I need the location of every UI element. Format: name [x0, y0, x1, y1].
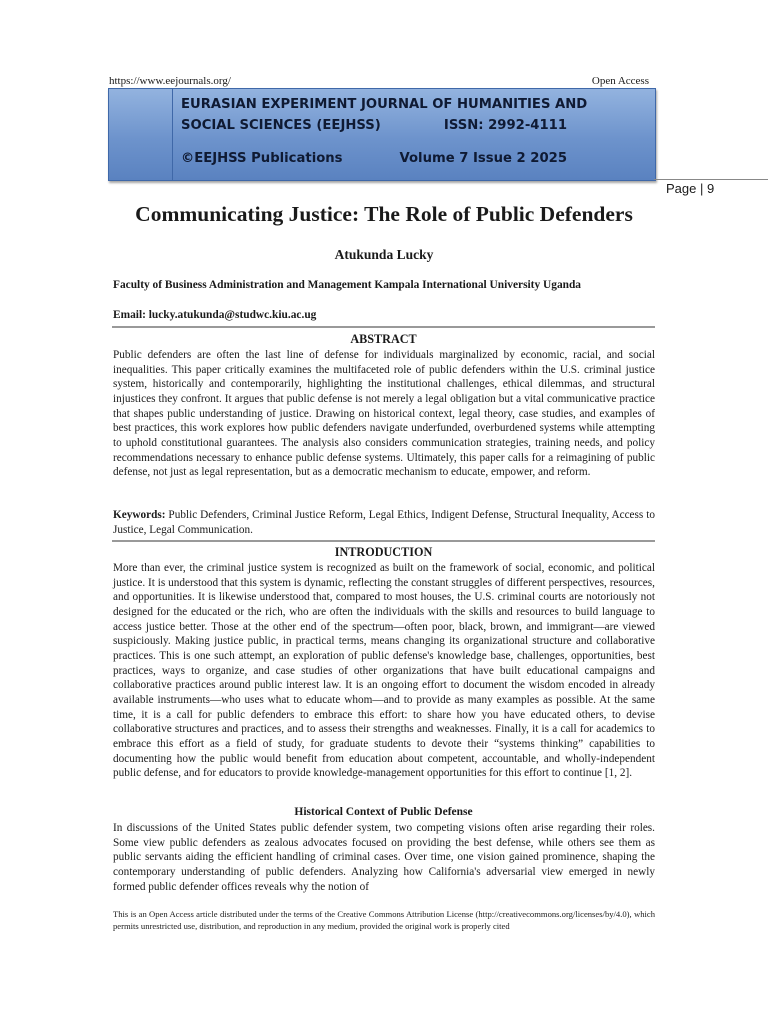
introduction-text: More than ever, the criminal justice system is recognized as built on the framework of social, economic, and political justice. It is understood that this system is dynamic, reflecting the constant struggles of different perspectives, resources, and opportunities. It is likewise understood that, compared to most houses, the U.S. criminal courts are notoriously not designed for the educated or the rich, who are often the individuals with the skills and resources to build language to access justice better. Those at the other end of the spectrum—often poor, black, brown, and immigrant—are viewed suspiciously. Making justice public, in practical terms, means changing its organizational structure and collaborative practices. This is one such attempt, an exploration of public defense's knowledge base, challenges, opportunities, best practices, ways to organize, and case studies of other organizations that have built educational campaigns and collaborative practices around public interest law. It is an ongoing effort to document the wisdom encoded in already available instruments—who uses what to educate whom—and to provide as many examples as possible. At the same time, it is a call for public defenders to embrace this effort: to share how you have educated others, to devise collaborative structures and practices, and to assess their strengths and weaknesses. Finally, it is a call for academics to embrace this effort as a field of study, for graduate students to devote their “systems thinking” capabilities to documenting how the public would benefit from education about competent, accountable, and wholly-independent public defense, and for educators to provide knowledge-management opportunities for this effort to continue [1, 2]. — [113, 562, 655, 780]
historical-context-heading: Historical Context of Public Defense — [294, 806, 473, 818]
author-affiliation: Faculty of Business Administration and Management Kampala International University Uganda — [113, 279, 581, 291]
article-title: Communicating Justice: The Role of Public Defenders — [135, 202, 633, 226]
journal-url[interactable]: https://www.eejournals.org/ — [109, 75, 231, 87]
banner-text — [181, 94, 641, 169]
volume-issue: Volume 7 Issue 2 2025 — [399, 151, 567, 166]
journal-banner — [108, 88, 656, 181]
intro-top-rule — [112, 540, 655, 542]
abstract-heading: ABSTRACT — [350, 332, 417, 346]
open-access-label: Open Access — [591, 75, 649, 87]
page-number-rule — [654, 179, 768, 180]
issn: ISSN: 2992-4111 — [443, 118, 567, 133]
journal-name-line2: SOCIAL SCIENCES (EEJHSS) — [181, 118, 381, 133]
keywords-list: Public Defenders, Criminal Justice Reform, Legal Ethics, Indigent Defense, Structural Inequality, Access to Justice, Legal Communication. — [113, 509, 655, 536]
historical-context-text: In discussions of the United States public defender system, two competing visions often arise regarding their roles. Some view public defenders as zealous advocates focused on providing the best defense, while others see them as public servants aiding the efficient handling of criminal cases. Over time, one vision gained prominence, shaping the contemporary understanding of public defenders. Analyzing how California's adversarial view emerged in newly formed public defender offices reveals why the notion of — [113, 822, 655, 893]
license-footer: This is an Open Access article distributed under the terms of the Creative Commons Attribution License (http://creativecommons.org/licenses/by/4.0), which permits unrestricted use, distribution, and reproduction in any medium, provided the original work is properly cited — [113, 909, 655, 931]
author-name: Atukunda Lucky — [334, 247, 434, 262]
journal-name-row2 — [181, 115, 567, 136]
journal-publisher-row — [181, 148, 567, 169]
abstract-top-rule — [112, 326, 655, 328]
keywords-label: Keywords: — [113, 509, 166, 521]
keywords — [113, 508, 655, 537]
abstract-text: Public defenders are often the last line of defense for individuals marginalized by economic, racial, and social inequalities. This paper critically examines the multifaceted role of public defenders within the U.S. criminal justice system, historically and contemporarily, highlighting the institutional challenges, ethical dilemmas, and structural injustices they confront. It argues that public defense is not merely a legal obligation but a vital communicative practice that shapes public understanding of justice. Drawing on historical context, legal theory, case studies, and examples of best practices, this work explores how public defenders navigate underfunded, overburdened systems while attempting to uphold constitutional guarantees. The analysis also considers communication strategies, training needs, and policy recommendations necessary to enhance public defense systems. Ultimately, this paper calls for a reimagining of public defense, not just as legal representation, but as a democratic mechanism to educate, empower, and reform. — [113, 349, 655, 479]
publisher: ©EEJHSS Publications — [181, 151, 343, 166]
page-number: Page | 9 — [666, 181, 715, 196]
journal-name-line1: EURASIAN EXPERIMENT JOURNAL OF HUMANITIES AND — [181, 97, 588, 112]
author-email: Email: lucky.atukunda@studwc.kiu.ac.ug — [113, 309, 317, 321]
introduction-heading: INTRODUCTION — [334, 545, 433, 559]
banner-strip — [109, 89, 173, 180]
